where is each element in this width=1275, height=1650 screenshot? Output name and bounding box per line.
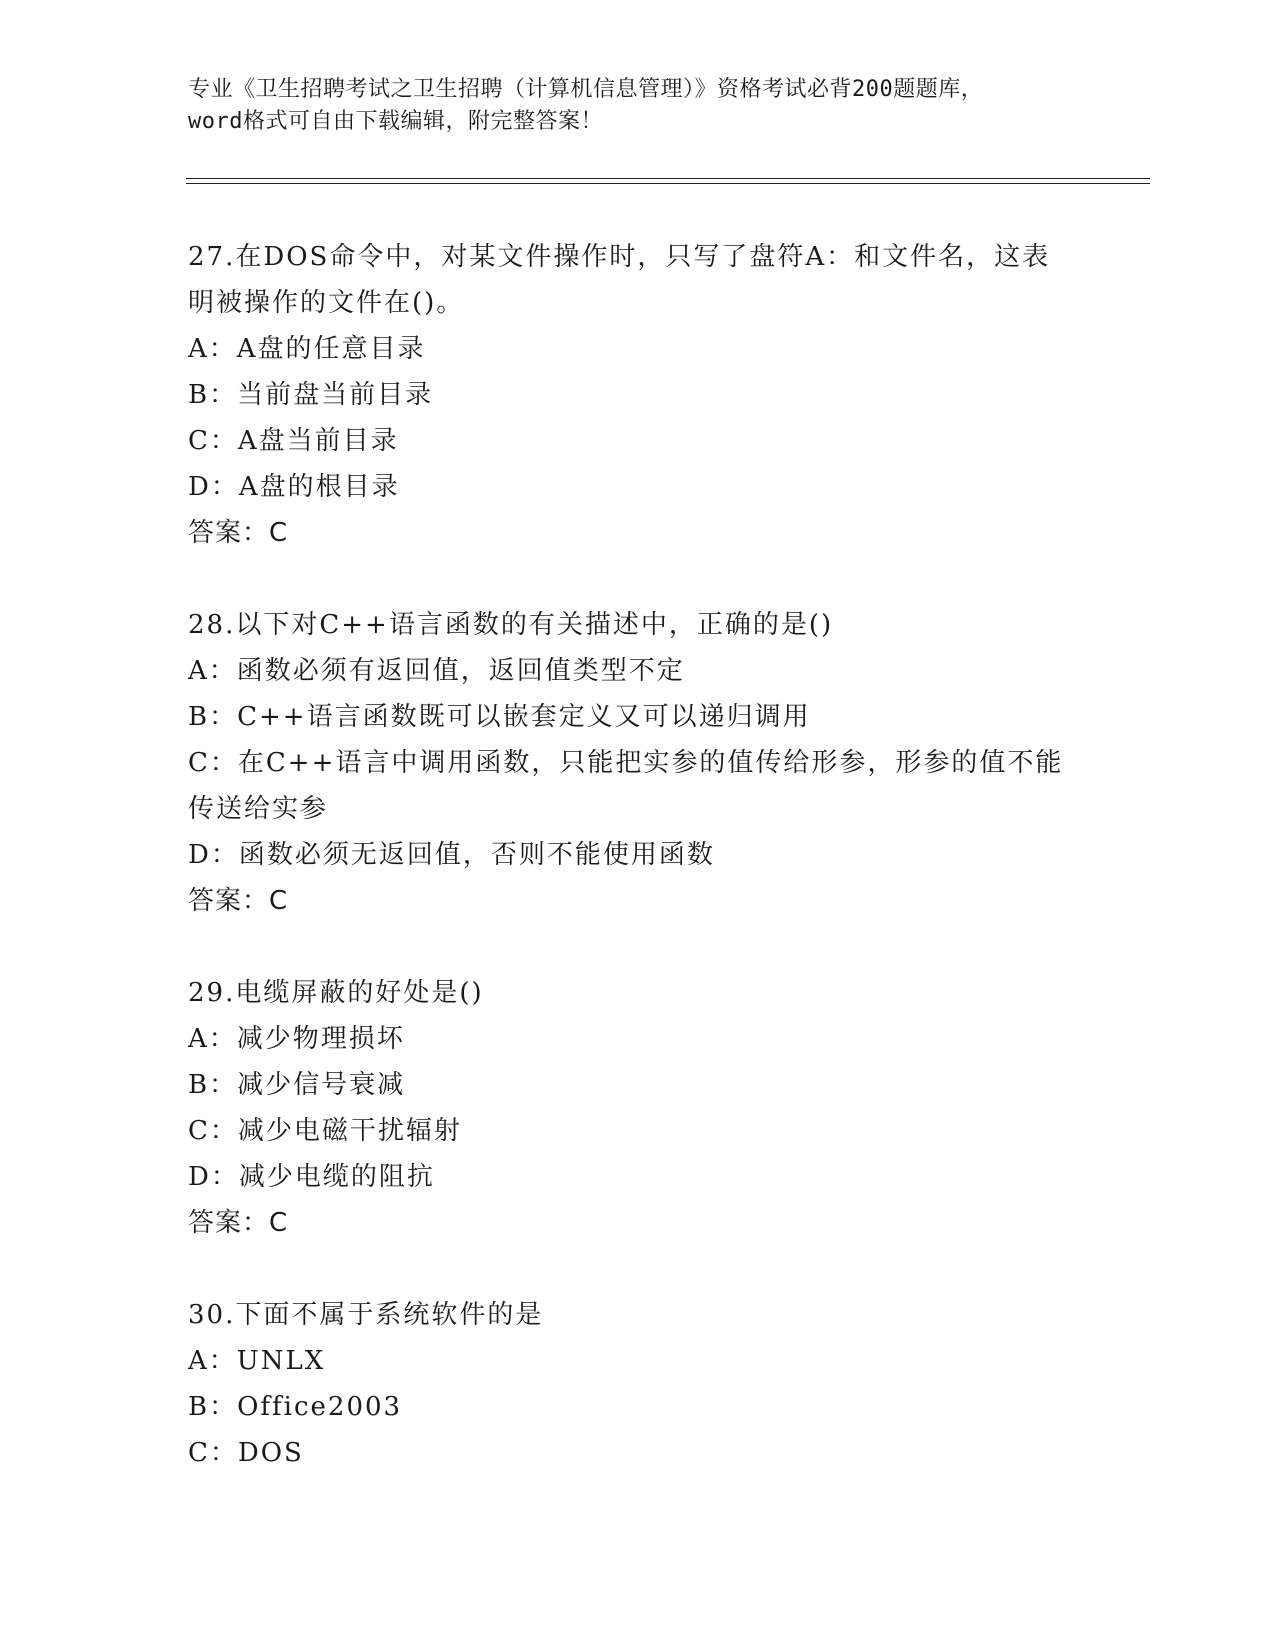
answer-option: A：函数必须有返回值，返回值类型不定 xyxy=(188,656,685,686)
answer-option: B：C++语言函数既可以嵌套定义又可以递归调用 xyxy=(188,702,811,732)
answer-option: D：A盘的根目录 xyxy=(188,472,400,502)
answer-option: B：当前盘当前目录 xyxy=(188,380,434,410)
answer-option: C：在C++语言中调用函数，只能把实参的值传给形参，形参的值不能 xyxy=(188,748,1064,778)
answer-option: A：UNLX xyxy=(188,1346,326,1376)
answer-option: C：减少电磁干扰辐射 xyxy=(188,1116,462,1146)
question-list xyxy=(188,234,1088,1476)
answer-option: A：减少物理损坏 xyxy=(188,1024,405,1054)
question-spacer xyxy=(188,924,1088,970)
question-block xyxy=(188,602,1088,924)
header-line-2: word格式可自由下载编辑，附完整答案！ xyxy=(188,109,603,134)
question-spacer xyxy=(188,556,1088,602)
answer-option: B：减少信号衰减 xyxy=(188,1070,406,1100)
answer-option: 传送给实参 xyxy=(188,794,329,824)
answer-option: B：Office2003 xyxy=(188,1392,403,1422)
answer-option: A：A盘的任意目录 xyxy=(188,334,426,364)
question-spacer xyxy=(188,1246,1088,1292)
question-block xyxy=(188,234,1088,556)
answer-key: 答案：C xyxy=(188,518,289,548)
question-stem: 明被操作的文件在()。 xyxy=(188,288,465,318)
question-block xyxy=(188,1292,1088,1476)
answer-key: 答案：C xyxy=(188,1208,289,1238)
header-line-1: 专业《卫生招聘考试之卫生招聘（计算机信息管理）》资格考试必背200题题库， xyxy=(188,77,984,102)
question-block xyxy=(188,970,1088,1246)
answer-option: C：A盘当前目录 xyxy=(188,426,399,456)
answer-option: D：函数必须无返回值，否则不能使用函数 xyxy=(188,840,715,870)
question-stem: 29.电缆屏蔽的好处是() xyxy=(188,978,484,1008)
answer-option: C：DOS xyxy=(188,1438,304,1468)
header-divider-top xyxy=(186,178,1150,179)
question-stem: 28.以下对C++语言函数的有关描述中，正确的是() xyxy=(188,610,834,640)
answer-key: 答案：C xyxy=(188,886,289,916)
question-stem: 30.下面不属于系统软件的是 xyxy=(188,1300,544,1330)
document-header xyxy=(188,74,1088,138)
header-divider-bottom xyxy=(186,183,1150,184)
question-stem: 27.在DOS命令中，对某文件操作时，只写了盘符A：和文件名，这表 xyxy=(188,242,1051,272)
answer-option: D：减少电缆的阻抗 xyxy=(188,1162,435,1192)
